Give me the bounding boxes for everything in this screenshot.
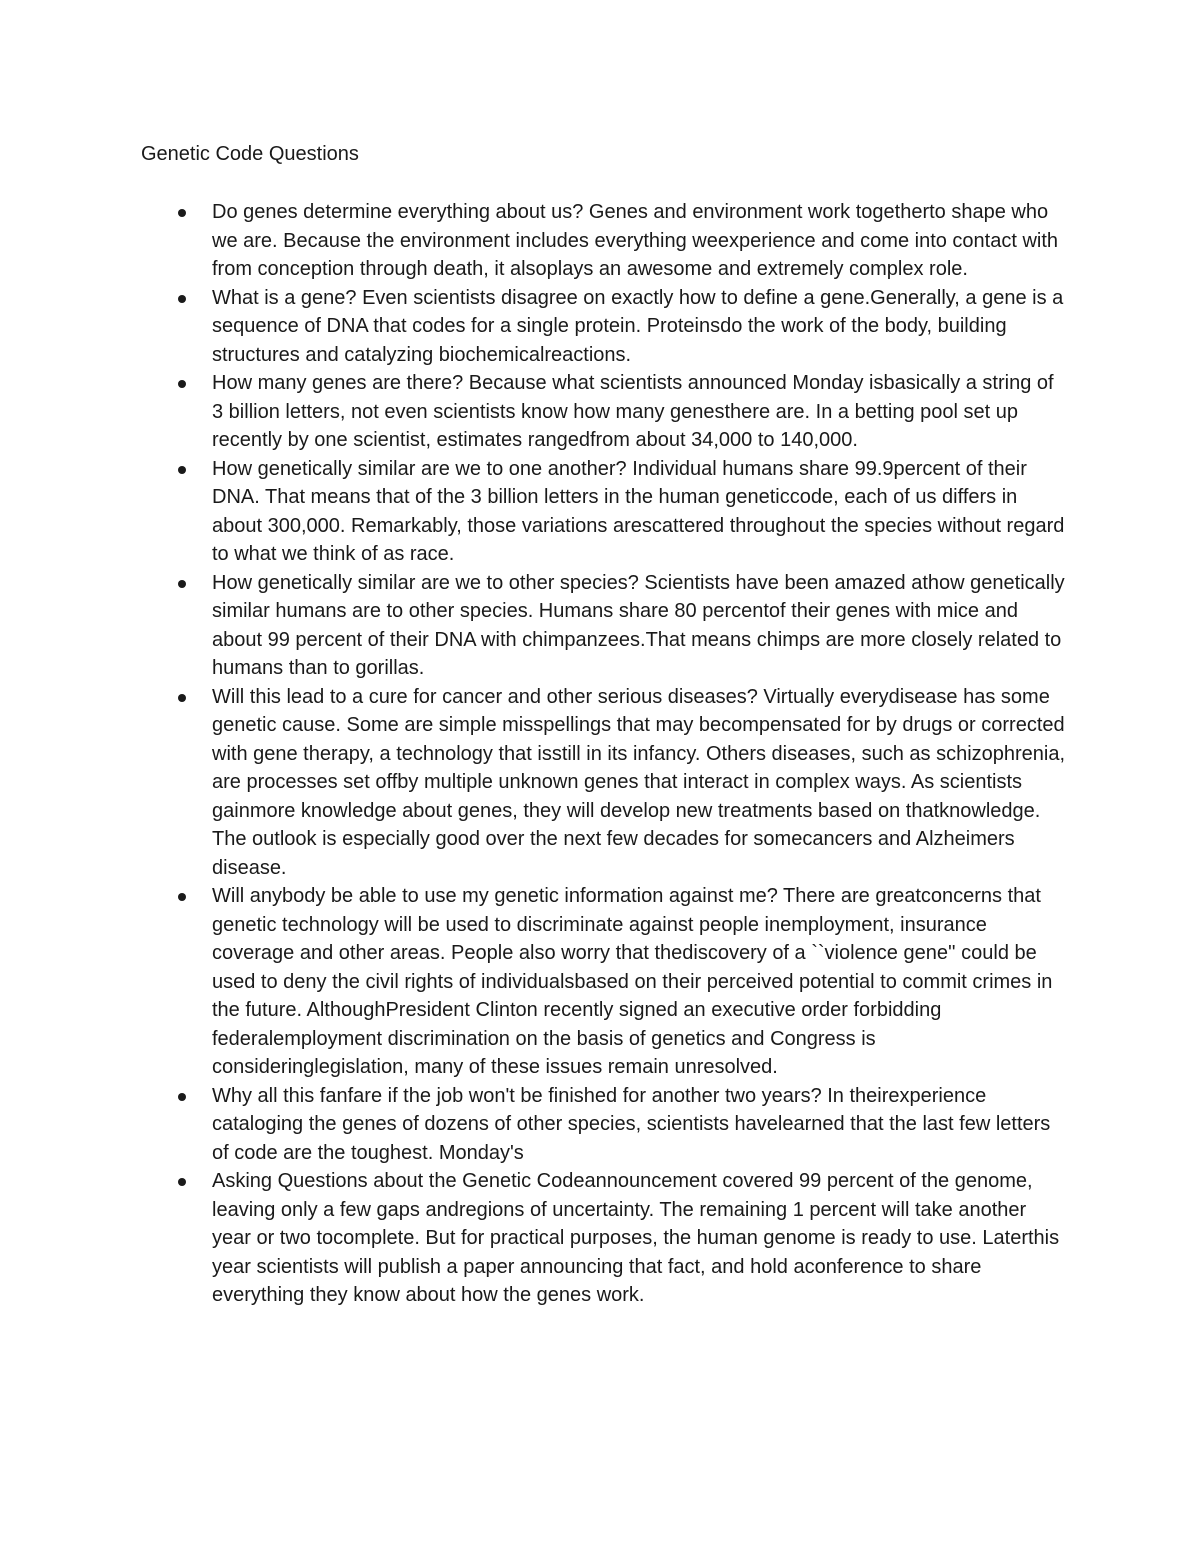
bullet-icon — [178, 1093, 186, 1101]
list-item-text: Will this lead to a cure for cancer and other serious diseases? Virtually everydisease has some genetic cause. Some are simple misspellings that may becompensated for by drugs or corrected with gene therapy, a technology that isstill in its infancy. Others diseases, such as schizophrenia, are processes set offby multiple unknown genes that interact in complex ways. As scientists gainmore knowledge about genes, they will develop new treatments based on thatknowledge. The outlook is especially good over the next few decades for somecancers and Alzheimers disease. — [212, 685, 1066, 879]
list-item — [176, 284, 1066, 370]
list-item-text: Will anybody be able to use my genetic information against me? There are greatconcerns that genetic technology will be used to discriminate against people inemployment, insurance coverage and other areas. People also worry that thediscovery of a ``violence gene'' could be used to deny the civil rights of individualsbased on their perceived potential to commit crimes in the future. AlthoughPresident Clinton recently signed an executive order forbidding federalemployment discrimination on the basis of genetics and Congress is consideringlegislation, many of these issues remain unresolved. — [212, 885, 1053, 1078]
list-item — [176, 683, 1066, 883]
list-item — [176, 1082, 1066, 1168]
bullet-icon — [178, 295, 186, 303]
list-item — [176, 369, 1066, 455]
question-list — [176, 198, 1066, 1310]
bullet-icon — [178, 380, 186, 388]
list-item — [176, 1167, 1066, 1310]
list-item — [176, 198, 1066, 284]
list-item-text: Why all this fanfare if the job won't be finished for another two years? In theirexperience cataloging the genes of dozens of other species, scientists havelearned that the last few letters of code are the toughest. Monday's — [212, 1084, 1051, 1164]
list-item-text: How genetically similar are we to one another? Individual humans share 99.9percent of their DNA. That means that of the 3 billion letters in the human geneticcode, each of us differs in about 300,000. Remarkably, those variations arescattered throughout the species without regard to what we think of as race. — [212, 457, 1065, 565]
list-item — [176, 455, 1066, 569]
list-item-text: Asking Questions about the Genetic Codeannouncement covered 99 percent of the genome, leaving only a few gaps andregions of uncertainty. The remaining 1 percent will take another year or two tocomplete. But for practical purposes, the human genome is ready to use. Laterthis year scientists will publish a paper announcing that fact, and hold aconference to share everything they know about how the genes work. — [212, 1170, 1060, 1306]
bullet-icon — [178, 580, 186, 588]
list-item-text: How genetically similar are we to other species? Scientists have been amazed athow genetically similar humans are to other species. Humans share 80 percentof their genes with mice and about 99 percent of their DNA with chimpanzees.That means chimps are more closely related to humans than to gorillas. — [212, 571, 1065, 679]
bullet-icon — [178, 466, 186, 474]
bullet-icon — [178, 694, 186, 702]
list-item-text: Do genes determine everything about us? Genes and environment work togetherto shape who we are. Because the environment includes everything weexperience and come into contact with from conception through death, it alsoplays an awesome and extremely complex role. — [212, 201, 1059, 280]
bullet-icon — [178, 893, 186, 901]
list-item-text: How many genes are there? Because what scientists announced Monday isbasically a string of 3 billion letters, not even scientists know how many genesthere are. In a betting pool set up recently by one scientist, estimates rangedfrom about 34,000 to 140,000. — [212, 372, 1054, 451]
document-title: Genetic Code Questions — [141, 143, 359, 165]
list-item-text: What is a gene? Even scientists disagree on exactly how to define a gene.Generally, a gene is a sequence of DNA that codes for a single protein. Proteinsdo the work of the body, building structures and catalyzing biochemicalreactions. — [212, 286, 1064, 366]
bullet-icon — [178, 209, 186, 217]
list-item — [176, 882, 1066, 1082]
list-item — [176, 569, 1066, 683]
bullet-icon — [178, 1178, 186, 1186]
